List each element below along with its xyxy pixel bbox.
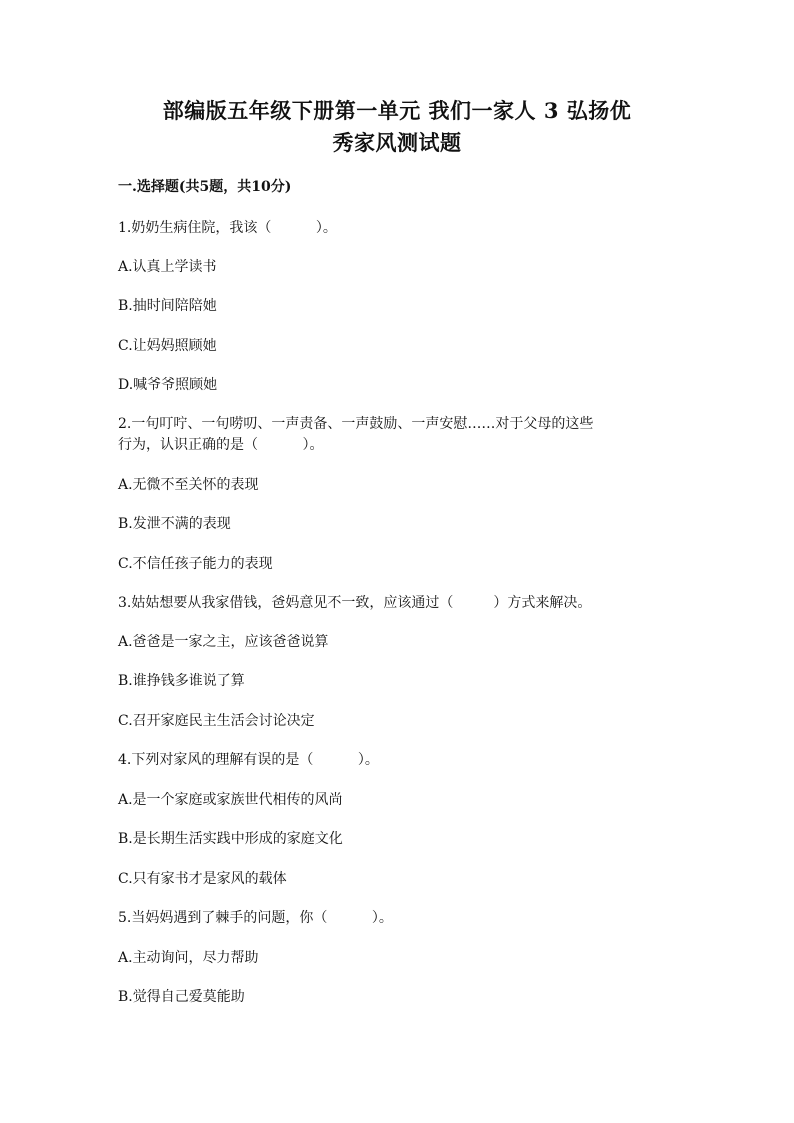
question-4-stem: 4.下列对家风的理解有误的是（ ）。	[118, 752, 379, 768]
question-4-option-a: A.是一个家庭或家族世代相传的风尚	[118, 792, 343, 808]
question-2-stem-line-2: 行为，认识正确的是（ ）。	[118, 437, 324, 453]
question-5-option-a: A.主动询问，尽力帮助	[118, 950, 259, 966]
question-2-option-c: C.不信任孩子能力的表现	[118, 556, 273, 572]
question-3-stem: 3.姑姑想要从我家借钱，爸妈意见不一致，应该通过（ ）方式来解决。	[118, 595, 592, 611]
question-2-option-a: A.无微不至关怀的表现	[118, 477, 259, 493]
question-3-option-b: B.谁挣钱多谁说了算	[118, 673, 245, 689]
question-3-option-c: C.召开家庭民主生活会讨论决定	[118, 713, 315, 729]
question-1-option-a: A.认真上学读书	[118, 259, 217, 275]
document-title	[100, 95, 694, 159]
question-5-option-b: B.觉得自己爱莫能助	[118, 989, 245, 1005]
question-1-stem: 1.奶奶生病住院，我该（ ）。	[118, 220, 337, 236]
title-line-2: 秀家风测试题	[332, 130, 462, 155]
question-1-option-d: D.喊爷爷照顾她	[118, 377, 218, 393]
question-4-option-c: C.只有家书才是家风的载体	[118, 871, 287, 887]
section-heading: 一.选择题(共5题，共10分)	[118, 179, 292, 195]
title-line-1: 部编版五年级下册第一单元 我们一家人 3 弘扬优	[162, 98, 632, 123]
question-2-option-b: B.发泄不满的表现	[118, 516, 231, 532]
question-1-option-c: C.让妈妈照顾她	[118, 338, 217, 354]
question-5-stem: 5.当妈妈遇到了棘手的问题，你（ ）。	[118, 910, 393, 926]
question-2-stem-line-1: 2.一句叮咛、一句唠叨、一声责备、一声鼓励、一声安慰……对于父母的这些	[118, 416, 594, 432]
question-3-option-a: A.爸爸是一家之主，应该爸爸说算	[118, 634, 329, 650]
question-4-option-b: B.是长期生活实践中形成的家庭文化	[118, 831, 343, 847]
question-1-option-b: B.抽时间陪陪她	[118, 298, 217, 314]
